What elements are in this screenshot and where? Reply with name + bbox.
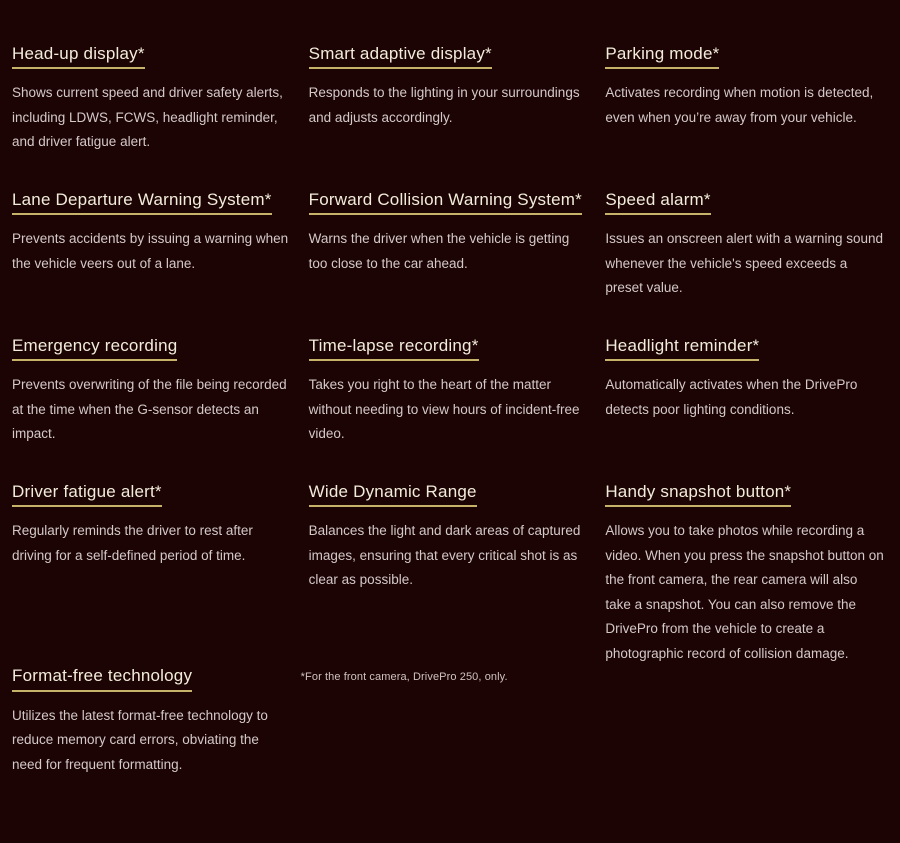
feature-title-link[interactable]: Format-free technology xyxy=(12,666,192,691)
feature-title xyxy=(12,336,291,361)
feature-description: Responds to the lighting in your surroundings and adjusts accordingly. xyxy=(308,85,580,125)
feature-title xyxy=(12,44,291,69)
feature-title-link[interactable]: Headlight reminder* xyxy=(605,336,759,361)
feature-handy-snapshot-button xyxy=(605,482,884,666)
feature-title xyxy=(12,482,291,507)
feature-driver-fatigue-alert xyxy=(12,482,291,666)
feature-title-link[interactable]: Head-up display* xyxy=(12,44,145,69)
feature-description: Shows current speed and driver safety alerts, including LDWS, FCWS, headlight reminder, and driver fatigue alert. xyxy=(12,85,283,150)
feature-title-link[interactable]: Speed alarm* xyxy=(605,190,710,215)
feature-head-up-display xyxy=(12,44,291,190)
feature-title xyxy=(12,190,291,215)
feature-description: Takes you right to the heart of the matter without needing to view hours of incident-free video. xyxy=(308,377,580,442)
feature-description: Prevents overwriting of the file being recorded at the time when the G-sensor detects an impact. xyxy=(12,377,287,442)
feature-description: Balances the light and dark areas of captured images, ensuring that every critical shot is as clear as possible. xyxy=(308,523,581,588)
footnote: *For the front camera, DrivePro 250, only. xyxy=(300,671,508,684)
feature-description: Regularly reminds the driver to rest after driving for a self-defined period of time. xyxy=(12,523,253,563)
feature-title-link[interactable]: Forward Collision Warning System* xyxy=(309,190,582,215)
feature-title xyxy=(12,666,291,691)
feature-title-link[interactable]: Driver fatigue alert* xyxy=(12,482,162,507)
feature-title xyxy=(309,482,588,507)
feature-title xyxy=(309,190,588,215)
feature-title xyxy=(309,44,588,69)
feature-title xyxy=(605,190,884,215)
feature-description: Warns the driver when the vehicle is getting too close to the car ahead. xyxy=(308,231,570,271)
feature-parking-mode xyxy=(605,44,884,190)
feature-title-link[interactable]: Parking mode* xyxy=(605,44,719,69)
feature-description: Utilizes the latest format-free technology to reduce memory card errors, obviating the need for frequent formatting. xyxy=(12,707,268,772)
feature-title-link[interactable]: Smart adaptive display* xyxy=(309,44,492,69)
feature-title xyxy=(605,482,884,507)
feature-title xyxy=(605,44,884,69)
feature-title xyxy=(309,336,588,361)
feature-title-link[interactable]: Emergency recording xyxy=(12,336,177,361)
feature-forward-collision-warning xyxy=(309,190,588,336)
feature-description: Activates recording when motion is detected, even when you’re away from your vehicle. xyxy=(605,85,874,125)
feature-time-lapse-recording xyxy=(309,336,588,482)
feature-title-link[interactable]: Handy snapshot button* xyxy=(605,482,791,507)
feature-description: Issues an onscreen alert with a warning sound whenever the vehicle's speed exceeds a preset value. xyxy=(605,231,883,296)
feature-wide-dynamic-range xyxy=(309,482,588,666)
feature-title-link[interactable]: Wide Dynamic Range xyxy=(309,482,477,507)
feature-headlight-reminder xyxy=(605,336,884,482)
feature-lane-departure-warning xyxy=(12,190,291,336)
feature-title xyxy=(605,336,884,361)
feature-description: Prevents accidents by issuing a warning when the vehicle veers out of a lane. xyxy=(12,231,289,271)
feature-smart-adaptive-display xyxy=(309,44,588,190)
feature-title-link[interactable]: Lane Departure Warning System* xyxy=(12,190,272,215)
feature-speed-alarm xyxy=(605,190,884,336)
feature-description: Automatically activates when the DrivePro detects poor lighting conditions. xyxy=(605,377,858,417)
feature-format-free-technology xyxy=(12,666,291,812)
feature-emergency-recording xyxy=(12,336,291,482)
feature-description: Allows you to take photos while recording a video. When you press the snapshot button on the front camera, the rear camera will also take a snapshot. You can also remove the DrivePro from the vehicle to create a photographic record of collision damage. xyxy=(605,523,884,661)
feature-title-link[interactable]: Time-lapse recording* xyxy=(309,336,479,361)
